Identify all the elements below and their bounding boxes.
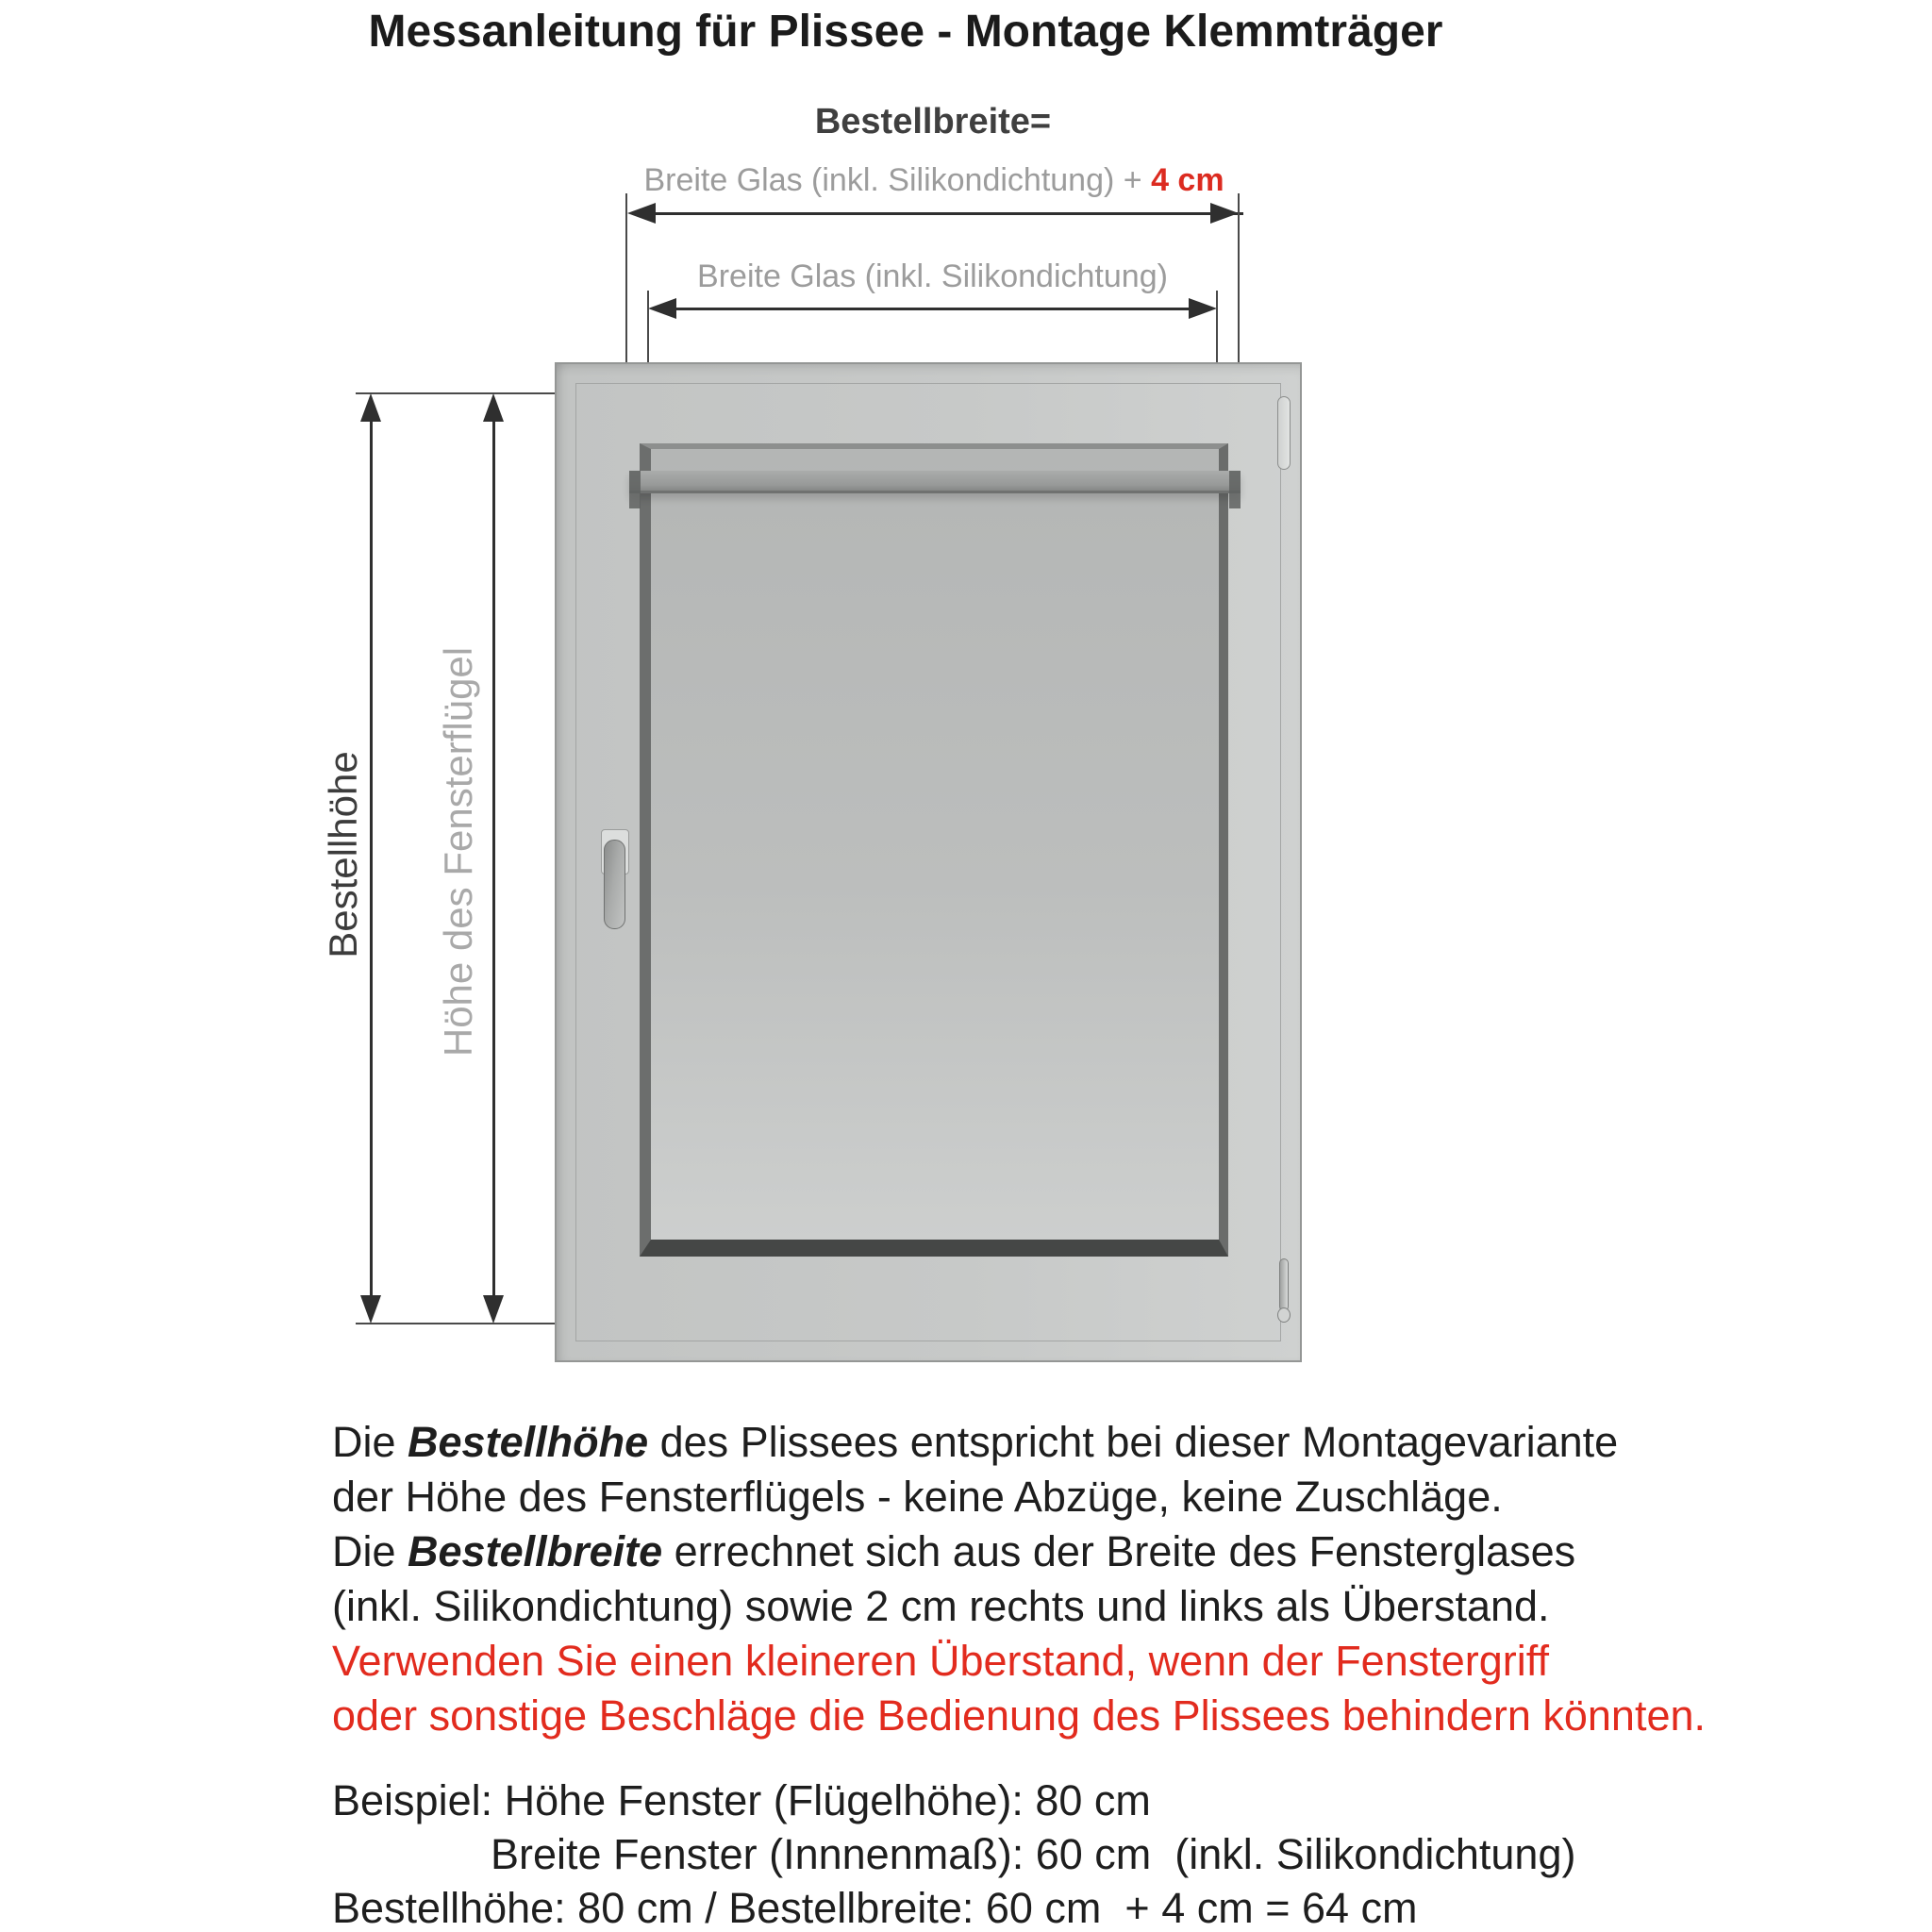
text-segment: Die <box>332 1418 408 1466</box>
text-line <box>332 1524 1700 1579</box>
glass-width-plus-prefix: Breite Glas (inkl. Silikondichtung) + <box>643 162 1152 198</box>
text-segment: Die <box>332 1527 408 1575</box>
text-segment: Verwenden Sie einen kleineren Überstand, wenn der Fenstergriff <box>332 1637 1549 1685</box>
arrowhead-down-icon <box>360 1295 381 1324</box>
arrowhead-up-icon <box>360 393 381 422</box>
hinge-knob-icon <box>1277 1307 1291 1323</box>
arrowhead-down-icon <box>483 1295 504 1324</box>
window-glass <box>640 443 1228 1257</box>
glass-width-label: Breite Glas (inkl. Silikondichtung) <box>697 258 1168 294</box>
example-line-height: Beispiel: Höhe Fenster (Flügelhöhe): 80 cm <box>332 1776 1151 1824</box>
text-segment: errechnet sich aus der Breite des Fensterglases <box>662 1527 1576 1575</box>
order-height-label: Bestellhöhe <box>321 751 365 958</box>
window-handle-icon <box>604 840 625 929</box>
text-line <box>332 1470 1700 1524</box>
plissee-top-rail <box>629 471 1241 493</box>
clamp-bracket-right-icon <box>1229 471 1241 508</box>
text-line <box>332 1415 1700 1470</box>
arrowhead-left-icon <box>627 203 656 224</box>
text-segment: des Plissees entspricht bei dieser Montagevariante <box>648 1418 1619 1466</box>
arrow-shaft <box>653 212 1243 215</box>
arrowhead-right-icon <box>1189 298 1217 319</box>
arrowhead-up-icon <box>483 393 504 422</box>
arrowhead-left-icon <box>648 298 676 319</box>
clamp-bracket-left-icon <box>629 471 641 508</box>
sash-height-label: Höhe des Fensterflügel <box>436 646 480 1058</box>
example-line-width: Breite Fenster (Innnenmaß): 60 cm (inkl. Silikondichtung) <box>491 1830 1576 1878</box>
arrowhead-right-icon <box>1210 203 1239 224</box>
arrow-shaft <box>370 417 373 1300</box>
arrow-shaft <box>492 417 495 1300</box>
hinge-bottom-icon <box>1279 1258 1289 1311</box>
text-line-warning <box>332 1689 1707 1743</box>
text-segment-emphasis: Bestellhöhe <box>408 1418 649 1466</box>
arrow-shaft <box>674 308 1191 310</box>
example-block <box>332 1774 1747 1932</box>
hinge-top-icon <box>1277 396 1291 470</box>
order-width-label: Bestellbreite= <box>814 102 1052 142</box>
text-segment-emphasis: Bestellbreite <box>408 1527 663 1575</box>
page-title: Messanleitung für Plissee - Montage Klemmträger <box>368 7 1443 57</box>
text-segment: der Höhe des Fensterflügels - keine Abzüge, keine Zuschläge. <box>332 1473 1503 1521</box>
text-segment: (inkl. Silikondichtung) sowie 2 cm rechts und links als Überstand. <box>332 1582 1550 1630</box>
text-segment: oder sonstige Beschläge die Bedienung des Plissees behindern könnten. <box>332 1691 1707 1740</box>
text-line-warning <box>332 1634 1700 1689</box>
example-line-result: Bestellhöhe: 80 cm / Bestellbreite: 60 cm + 4 cm = 64 cm <box>332 1884 1418 1932</box>
explanation-text <box>332 1415 1707 1743</box>
glass-width-plus-label <box>566 162 1302 199</box>
window-diagram <box>555 362 1302 1362</box>
glass-width-plus-value: 4 cm <box>1151 162 1224 198</box>
text-line <box>332 1579 1700 1634</box>
